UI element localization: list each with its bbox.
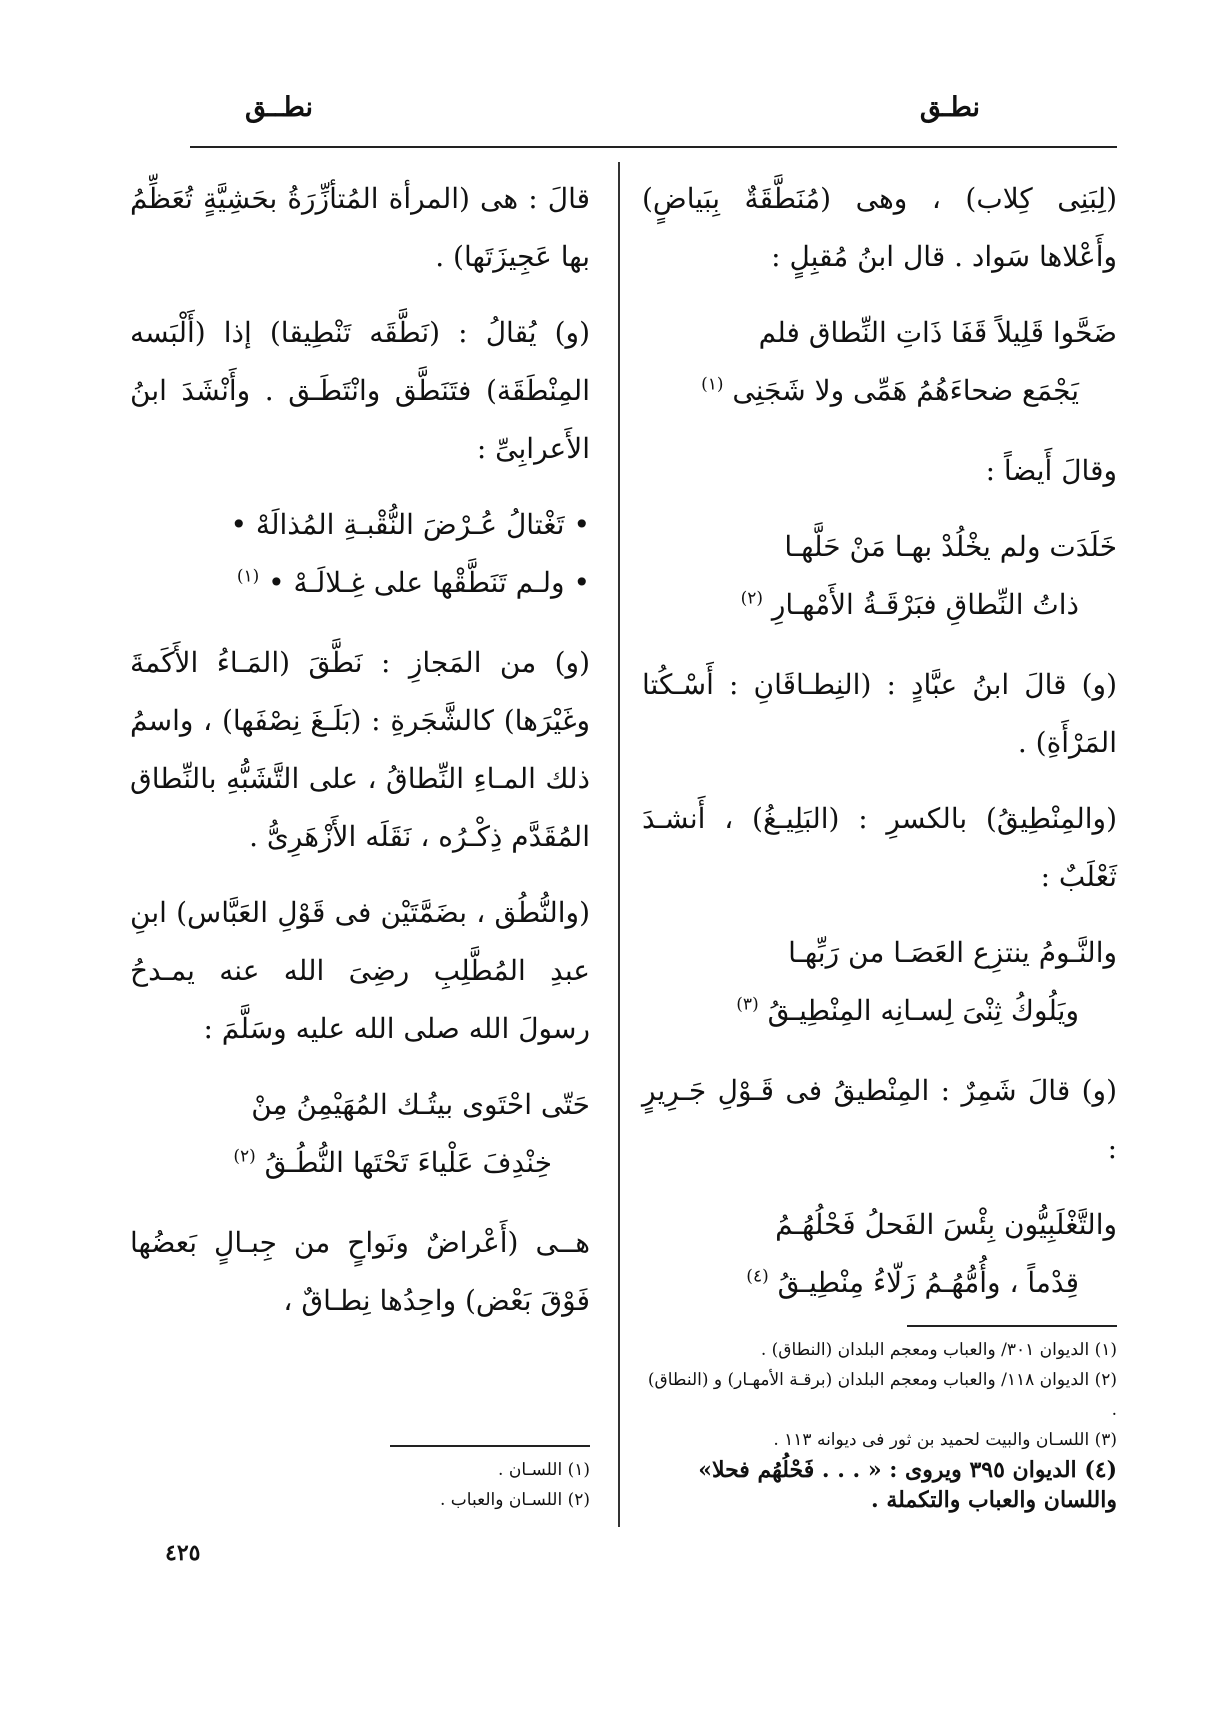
verse-line: خَلَدَت ولم يخْلُدْ بهـا مَنْ حَلَّهـا <box>784 530 1117 563</box>
page-number: ٤٢٥ <box>165 1540 201 1566</box>
left-column <box>130 170 590 1348</box>
verse-line <box>130 1134 590 1192</box>
verse-line <box>642 576 1117 634</box>
paragraph: (و) قالَ شَمِرٌ : المِنْطيقُ فى قَـوْلِ جَـرِيرٍ : <box>642 1074 1117 1165</box>
paragraph: (و) قالَ ابنُ عبَّادٍ : (النِطـاقَانِ : أَسْـكُتا المَرْأَةِ) . <box>642 668 1117 759</box>
verse-line: ضَحَّوا قَلِيلاً قَفَا ذَاتِ النِّطاق فلم <box>758 316 1117 349</box>
paragraph: قالَ : هى (المرأة المُتأزِّرَةُ بحَشِيَّةٍ تُعَظِّمُ بها عَجِيزَتَها) . <box>130 182 590 273</box>
verse-text: خِنْدِفَ عَلْياءَ تَحْتَها النُّطُـقُ <box>264 1146 552 1179</box>
verse-line: حَتّى احْتَوى بيتُـك المُهَيْمِنُ مِنْ <box>251 1088 590 1121</box>
footnote: (٤) الديوان ٣٩٥ ويروى : « . . . فَحْلُهُم فحلا» واللسان والعباب والتكملة . <box>698 1457 1117 1513</box>
verse-text: • ولـم تَنَطَّقْها على غِـلالَـهْ • <box>268 566 590 599</box>
footnote: (٢) الديوان ١١٨/ والعباب ومعجم البلدان (برقـة الأمهـار) و (النطاق) . <box>647 1370 1117 1420</box>
verse <box>642 304 1117 420</box>
footnotes-right <box>647 1325 1117 1515</box>
verse-line: والنَّـومُ ينتزِع العَصَـا من رَبِّهـا <box>788 936 1117 969</box>
verse-line <box>642 982 1117 1040</box>
paragraph: (و) من المَجازِ : نَطَّقَ (المَـاءُ الأَكَمةَ وغَيْرَها) كالشَّجَرةِ : (بَلَـغَ نِصْفَها) ، واسمُ ذلك المـاءِ النِّطاقُ ، على التَّشَبُّهِ بالنِّطاق المُقَدَّم ذِكْـرُه ، نَقَلَه الأَزْهَرِىُّ . <box>130 646 590 853</box>
verse-text: ذاتُ النِّطاقِ فبَرْقَـةُ الأَمْهـارِ <box>771 588 1079 621</box>
paragraph: (والنُّطُق ، بضَمَّتَيْن فى قَوْلِ العَبَّاس) ابنِ عبدِ المُطَّلِبِ رضِىَ الله عنه يمـدحُ رسولَ الله صلى الله عليه وسَلَّمَ : <box>130 896 590 1045</box>
verse <box>642 924 1117 1040</box>
verse-line <box>642 362 1117 420</box>
footnotes-left <box>130 1445 590 1515</box>
verse-text: قِدْماً ، وأُمُّهُـمُ زَلّاءُ مِنْطِيـقُ <box>777 1266 1079 1299</box>
footnote-ref: (٢) <box>740 588 763 609</box>
running-head-right: نطـق <box>919 92 980 123</box>
verse-text: يَجْمَع ضحاءَهُمُ هَمِّى ولا شَجَنِى <box>732 374 1079 407</box>
verse-text: ويَلُوكُ ثِنْىَ لِسـانِه المِنْطِيـقُ <box>767 994 1079 1027</box>
footnote-rule <box>390 1445 590 1447</box>
footnote: (١) اللسـان . <box>498 1460 590 1480</box>
right-column <box>642 170 1117 1334</box>
footnote-ref: (١) <box>701 374 724 395</box>
verse-line <box>642 1254 1117 1312</box>
running-head-left: نطــق <box>245 92 314 123</box>
verse-line: • تَغْتالُ عُـرْضَ النُّقْبـةِ المُذالَهْ • <box>230 508 590 541</box>
footnote: (٢) اللسـان والعباب . <box>440 1490 590 1510</box>
header-rule <box>190 146 1117 148</box>
paragraph: (والمِنْطِيقُ) بالكسرِ : (البَلِيـغُ) ، أَنشـدَ ثَعْلَبٌ : <box>642 802 1117 893</box>
verse <box>130 1076 590 1192</box>
column-divider <box>618 162 620 1527</box>
verse-line <box>130 554 590 612</box>
footnote: (٣) اللسـان والبيت لحميد بن ثور فى ديوانه ١١٣ . <box>773 1430 1117 1450</box>
paragraph: وقالَ أَيضاً : <box>985 454 1117 487</box>
footnote-rule <box>907 1325 1117 1327</box>
paragraph: (و) يُقالُ : (نَطَّقَه تَنْطِيقا) إذا (أَلْبَسه المِنْطَقَة) فتَنَطَّق وانْتَطَـق . وأَنْشَدَ ابنُ الأَعرابِىِّ : <box>130 316 590 465</box>
footnote-ref: (٢) <box>233 1146 256 1167</box>
footnote-ref: (١) <box>236 566 260 587</box>
verse <box>130 496 590 612</box>
verse-line: والتَّغْلَبِيُّون بِئْسَ الفَحلُ فَحْلُهُـمُ <box>775 1208 1117 1241</box>
footnote-ref: (٤) <box>746 1266 769 1287</box>
footnote-ref: (٣) <box>736 994 759 1015</box>
footnote: (١) الديوان ٣٠١/ والعباب ومعجم البلدان (النطاق) . <box>760 1340 1117 1360</box>
paragraph: (لِبَنِى كِلاب) ، وهى (مُنَطَّقَةٌ بِبَياضٍ) وأَعْلاها سَواد . قال ابنُ مُقبِلٍ : <box>642 182 1117 273</box>
verse <box>642 1196 1117 1312</box>
verse <box>642 518 1117 634</box>
paragraph: هــى (أَعْراضٌ ونَواحٍ من جِبـالٍ بَعضُها فَوْقَ بَعْض) واحِدُها نِطـاقٌ ، <box>130 1226 590 1317</box>
